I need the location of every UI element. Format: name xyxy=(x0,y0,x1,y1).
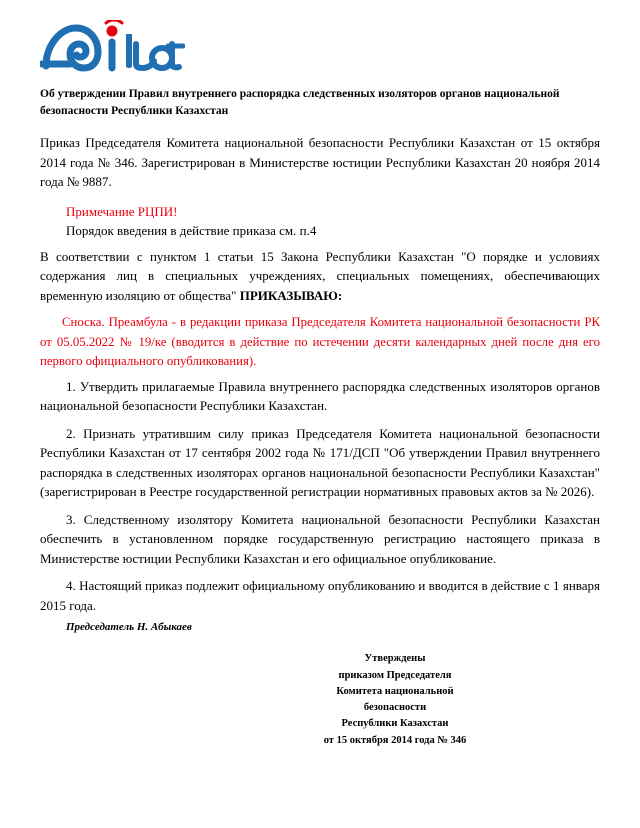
item-1: 1. Утвердить прилагаемые Правила внутреннего распорядка следственных изоляторов органов национальной безопасности Республики Казахстан. xyxy=(40,378,600,414)
approval-line-1: Утверждены xyxy=(364,653,426,665)
approval-line-4: безопасности xyxy=(363,702,427,714)
signature-line: Председатель Н. Абыкаев xyxy=(66,621,192,634)
approval-line-6: от 15 октября 2014 года № 346 xyxy=(323,734,467,746)
rcpi-note-body: Порядок введения в действие приказа см. п.4 xyxy=(66,223,317,239)
logo-header xyxy=(40,18,600,80)
item-4: 4. Настоящий приказ подлежит официальному опубликованию и вводится в действие с 1 января 2015 года. xyxy=(40,578,600,613)
preamble-text: В соответствии с пунктом 1 статьи 15 Закона Республики Казахстан "О порядке и условиях содержания лиц в специальных учреждениях, специальных помещениях, обеспечивающих временную изоляцию от общества" xyxy=(40,248,600,303)
preamble-order-word: ПРИКАЗЫВАЮ: xyxy=(239,287,343,303)
item-2: 2. Признать утратившим силу приказ Председателя Комитета национальной безопасности Республики Казахстан от 17 сентября 2002 года № 171/ДСП "Об утверждении Правил внутреннего распорядка в следственных изоляторах органов национальной безопасности Республики Казахстан" (зарегистрирован в Реестре государственной регистрации нормативных правовых актов за № 2026). xyxy=(40,425,600,500)
adilet-logo-icon[interactable] xyxy=(40,20,185,78)
snoska-note: Сноска. Преамбула - в редакции приказа Председателя Комитета национальной безопасности РК от 05.05.2022 № 19/ке (вводится в действие по истечении десяти календарных дней после дня его первого официального опубликования). xyxy=(40,315,600,368)
intro-paragraph: Приказ Председателя Комитета национальной безопасности Республики Казахстан от 15 октября 2014 года № 346. Зарегистрирован в Министерстве юстиции Республики Казахстан 20 ноября 2014 года № 9887. xyxy=(40,135,600,190)
approval-line-5: Республики Казахстан xyxy=(341,718,449,730)
rcpi-note-title: Примечание РЦПИ! xyxy=(66,203,178,219)
approval-line-2: приказом Председателя xyxy=(338,669,452,681)
page-title: Об утверждении Правил внутреннего распорядка следственных изоляторов органов национальной безопасности Республики Казахстан xyxy=(40,88,560,117)
preamble-paragraph xyxy=(40,247,600,306)
approval-line-3: Комитета национальной xyxy=(336,685,454,697)
approval-block xyxy=(40,651,600,749)
item-3: 3. Следственному изолятору Комитета национальной безопасности Республики Казахстан обеспечить в установленном порядке государственную регистрацию настоящего приказа в Министерстве юстиции Республики Казахстан и его официальное опубликование. xyxy=(40,511,600,566)
